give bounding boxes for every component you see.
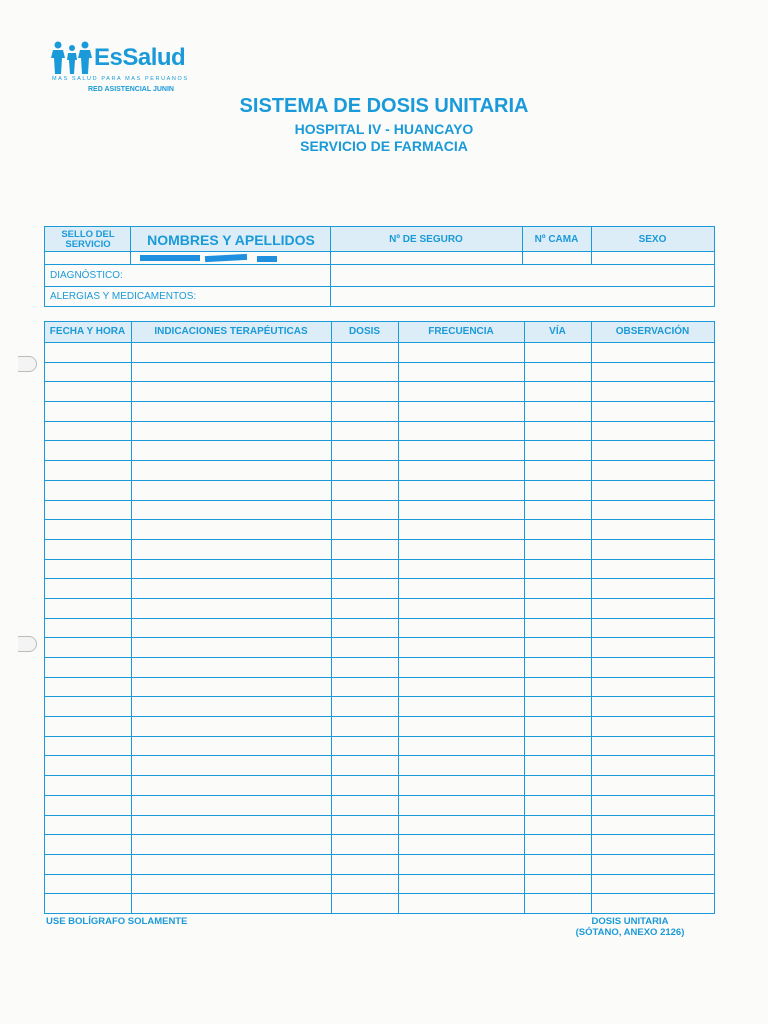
page-title: SISTEMA DE DOSIS UNITARIA [239, 95, 529, 117]
redacted-name [205, 254, 247, 262]
table-row-line [44, 637, 715, 638]
table-row-line [44, 815, 715, 816]
table-row-line [44, 736, 715, 737]
table-row-line [44, 460, 715, 461]
redacted-name [257, 256, 277, 262]
table-row-line [44, 775, 715, 776]
diagnostico-label: DIAGNÓSTICO: [50, 270, 123, 281]
table-row-line [44, 362, 715, 363]
table-row-line [44, 401, 715, 402]
grid-column-line [131, 321, 132, 914]
table-row-line [44, 893, 715, 894]
table-row-line [44, 834, 715, 835]
punch-hole [18, 356, 37, 372]
table-row-line [44, 578, 715, 579]
essalud-logo [50, 40, 210, 100]
col-frecuencia: FRECUENCIA [428, 326, 494, 337]
footer-instruction: USE BOLÍGRAFO SOLAMENTE [46, 916, 188, 927]
col-fecha-hora: FECHA Y HORA [49, 326, 126, 337]
table-row-line [44, 755, 715, 756]
cama-label: Nº CAMA [534, 234, 579, 245]
grid-line [44, 321, 715, 322]
footer-anexo: (SÓTANO, ANEXO 2126) [575, 927, 685, 938]
grid-column-line [714, 321, 715, 914]
grid-column-line [591, 321, 592, 914]
grid-column-line [331, 321, 332, 914]
table-row-line [44, 716, 715, 717]
col-indicaciones: INDICACIONES TERAPÉUTICAS [154, 326, 308, 337]
sexo-label: SEXO [638, 234, 667, 245]
logo-network: RED ASISTENCIAL JUNIN [88, 86, 174, 93]
family-figures-icon [50, 40, 96, 76]
table-row-line [44, 480, 715, 481]
table-row-line [44, 913, 715, 914]
table-row-line [44, 795, 715, 796]
grid-column-line [44, 321, 45, 914]
grid-column-line [398, 321, 399, 914]
grid-column-line [524, 321, 525, 914]
table-row-line [44, 559, 715, 560]
table-row-line [44, 854, 715, 855]
alergias-label: ALERGIAS Y MEDICAMENTOS: [50, 291, 197, 302]
punch-hole [18, 636, 37, 652]
logo-brand: EsSalud [94, 44, 186, 71]
table-row-line [44, 381, 715, 382]
col-observacion: OBSERVACIÓN [615, 326, 690, 337]
redacted-name [140, 255, 200, 261]
sello-label: SELLO DEL SERVICIO [61, 229, 115, 250]
table-row-line [44, 677, 715, 678]
nombres-label: NOMBRES Y APELLIDOS [147, 232, 315, 248]
table-row-line [44, 421, 715, 422]
service-subtitle: SERVICIO DE FARMACIA [300, 138, 468, 154]
hospital-subtitle: HOSPITAL IV - HUANCAYO [294, 121, 474, 137]
table-row-line [44, 539, 715, 540]
table-row-line [44, 440, 715, 441]
seguro-label: Nº DE SEGURO [389, 234, 463, 245]
table-row-line [44, 598, 715, 599]
footer-dosis: DOSIS UNITARIA [591, 916, 669, 927]
grid-line [44, 342, 715, 343]
table-row-line [44, 618, 715, 619]
table-row-line [44, 519, 715, 520]
table-row-line [44, 696, 715, 697]
table-row-line [44, 874, 715, 875]
col-dosis: DOSIS [348, 326, 381, 337]
table-row-line [44, 657, 715, 658]
table-row-line [44, 500, 715, 501]
col-via: VÍA [549, 326, 566, 337]
logo-tagline: MAS SALUD PARA MAS PERUANOS [52, 76, 189, 82]
